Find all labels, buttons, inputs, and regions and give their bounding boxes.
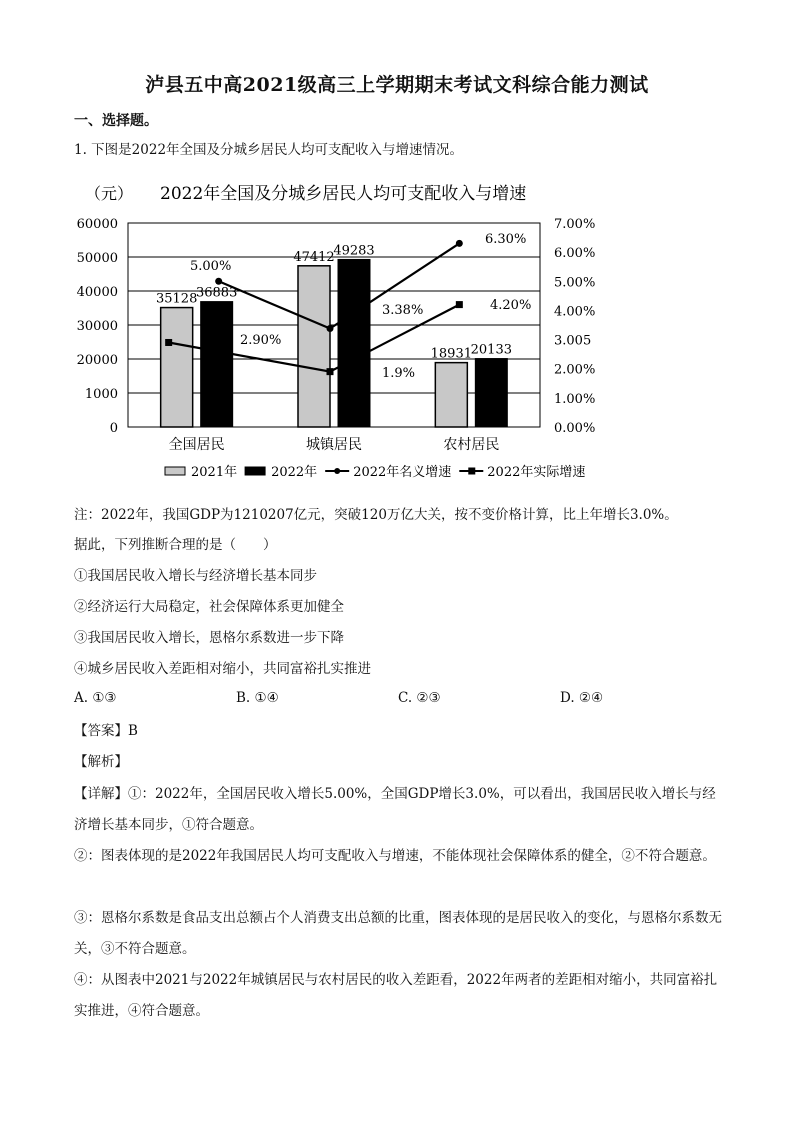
line-value-label: 1.9% bbox=[382, 366, 416, 381]
answer: 【答案】B bbox=[74, 723, 138, 739]
line-marker bbox=[165, 339, 172, 346]
y-tick-label: 0 bbox=[109, 421, 118, 436]
y-tick-label: 30000 bbox=[76, 319, 118, 334]
bar-value-label: 47412 bbox=[293, 249, 335, 265]
line-marker bbox=[327, 368, 334, 375]
statement-1: ①我国居民收入增长与经济增长基本同步 bbox=[74, 568, 317, 584]
bar-2021 bbox=[298, 266, 330, 427]
explain-2: ②：图表体现的是2022年我国居民人均可支配收入与增速，不能体现社会保障体系的健全，②不符合题意。 bbox=[74, 848, 716, 864]
bar-value-label: 18931 bbox=[430, 346, 473, 362]
chart-title: 2022年全国及分城乡居民人均可支配收入与增速 bbox=[160, 184, 527, 204]
legend-marker bbox=[334, 468, 340, 474]
x-category-label: 农村居民 bbox=[443, 437, 500, 453]
analysis-label: 【解析】 bbox=[74, 754, 128, 770]
line-marker bbox=[456, 301, 463, 308]
legend-label: 2022年 bbox=[271, 465, 318, 480]
legend-label: 2022年实际增速 bbox=[487, 465, 586, 480]
line-value-label: 4.20% bbox=[490, 298, 532, 313]
chart-note: 注：2022年，我国GDP为1210207亿元，突破120万亿大关，按不变价格计算，比上年增长3.0%。 bbox=[74, 507, 678, 523]
y2-tick-label: 4.00% bbox=[554, 304, 596, 320]
x-axis-categories bbox=[169, 436, 500, 453]
statement-4: ④城乡居民收入差距相对缩小，共同富裕扎实推进 bbox=[74, 661, 371, 677]
line-value-label: 6.30% bbox=[485, 232, 527, 247]
option-b[interactable]: B. ①④ bbox=[236, 690, 279, 706]
statement-3: ③我国居民收入增长，恩格尔系数进一步下降 bbox=[74, 630, 344, 646]
question-ask: 据此，下列推断合理的是（ ） bbox=[74, 537, 277, 553]
y2-tick-label: 5.00% bbox=[554, 275, 596, 291]
y-tick-label: 40000 bbox=[76, 285, 118, 300]
legend-swatch bbox=[165, 467, 185, 475]
y-axis-left bbox=[77, 217, 118, 436]
line-marker bbox=[456, 240, 463, 247]
chart-legend bbox=[165, 464, 585, 480]
bar-2022 bbox=[338, 259, 370, 427]
line-marker bbox=[215, 278, 222, 285]
legend-swatch bbox=[245, 467, 265, 475]
bar-value-label: 35128 bbox=[155, 291, 198, 307]
bar-2022 bbox=[475, 359, 507, 427]
bar-2022 bbox=[201, 302, 233, 427]
page-title: 泸县五中高2021级高三上学期期末考试文科综合能力测试 bbox=[145, 74, 649, 96]
y-axis-right bbox=[554, 217, 595, 436]
y-tick-label: 50000 bbox=[76, 251, 118, 266]
legend-label: 2021年 bbox=[191, 465, 238, 480]
explain-4: ④：从图表中2021与2022年城镇居民与农村居民的收入差距看，2022年两者的差距相对缩小，共同富裕扎实推进，④符合题意。 bbox=[74, 972, 718, 1019]
y-tick-label: 60000 bbox=[76, 217, 118, 232]
line-value-label: 2.90% bbox=[240, 333, 282, 348]
y2-tick-label: 3.005 bbox=[554, 333, 592, 349]
x-category-label: 全国居民 bbox=[168, 437, 225, 453]
y2-tick-label: 1.00% bbox=[554, 391, 596, 407]
y-axis-unit: （元） bbox=[85, 184, 134, 203]
answer-options bbox=[74, 690, 724, 706]
line-value-label: 5.00% bbox=[190, 259, 232, 274]
bar-value-label: 49283 bbox=[333, 243, 375, 259]
option-d[interactable]: D. ②④ bbox=[560, 690, 604, 706]
x-category-label: 城镇居民 bbox=[306, 437, 362, 453]
y-tick-label: 1000 bbox=[84, 387, 118, 402]
bar-2021 bbox=[435, 363, 467, 427]
income-chart bbox=[70, 175, 600, 494]
y2-tick-label: 0.00% bbox=[554, 421, 596, 436]
bar-value-label: 20133 bbox=[470, 342, 513, 358]
legend-label: 2022年名义增速 bbox=[353, 465, 452, 480]
option-a[interactable]: A. ①③ bbox=[74, 690, 117, 706]
explain-1: 【详解】①：2022年，全国居民收入增长5.00%，全国GDP增长3.0%，可以看出，我国居民收入增长与经济增长基本同步，①符合题意。 bbox=[74, 786, 716, 833]
line-value-label: 3.38% bbox=[382, 303, 424, 318]
chart-svg bbox=[70, 175, 600, 490]
section-heading: 一、选择题。 bbox=[74, 113, 158, 129]
y2-tick-label: 2.00% bbox=[554, 362, 596, 378]
y2-tick-label: 6.00% bbox=[554, 246, 596, 262]
bar-2021 bbox=[161, 308, 193, 427]
chart-bars bbox=[161, 259, 508, 427]
y-tick-label: 20000 bbox=[76, 353, 118, 368]
explain-3: ③：恩格尔系数是食品支出总额占个人消费支出总额的比重，图表体现的是居民收入的变化，与恩格尔系数无关，③不符合题意。 bbox=[74, 910, 722, 957]
y2-tick-label: 7.00% bbox=[554, 217, 596, 232]
legend-marker bbox=[468, 468, 475, 475]
statement-2: ②经济运行大局稳定，社会保障体系更加健全 bbox=[74, 599, 344, 615]
question-stem: 1. 下图是2022年全国及分城乡居民人均可支配收入与增速情况。 bbox=[74, 142, 464, 158]
option-c[interactable]: C. ②③ bbox=[398, 690, 441, 706]
bar-value-label: 36883 bbox=[195, 285, 238, 301]
line-marker bbox=[327, 325, 334, 332]
